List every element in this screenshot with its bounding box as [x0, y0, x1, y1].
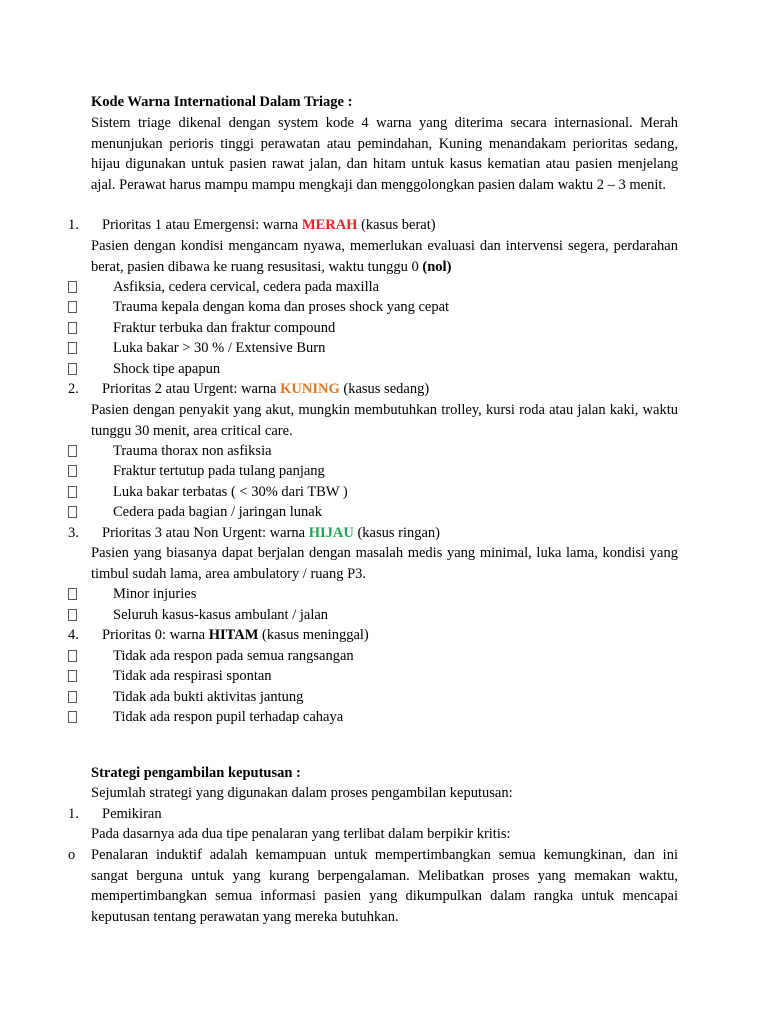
priority-1-item: Fraktur terbuka dan fraktur compound	[113, 320, 336, 336]
heading-strategi: Strategi pengambilan keputusan :	[91, 765, 301, 781]
priority-3-item: Seluruh kasus-kasus ambulant / jalan	[113, 607, 329, 623]
checkbox-icon	[68, 322, 77, 334]
checkbox-icon	[68, 445, 77, 457]
priority-3-title: Prioritas 3 atau Non Urgent: warna HIJAU (kasus ringan)	[102, 525, 441, 541]
priority-2-item: Fraktur tertutup pada tulang panjang	[113, 463, 325, 479]
priority-4-item: Tidak ada respirasi spontan	[113, 668, 272, 684]
priority-1-item: Shock tipe apapun	[113, 361, 221, 377]
priority-1-description: Pasien dengan kondisi mengancam nyawa, memerlukan evaluasi dan intervensi segera, perdarahan berat, pasien dibawa ke ruang resusitasi, waktu tunggu 0 (nol)	[91, 238, 678, 275]
priority-4-title: Prioritas 0: warna HITAM (kasus meninggal)	[102, 627, 369, 643]
checkbox-icon	[68, 691, 77, 703]
bullet-marker: o	[68, 847, 76, 863]
color-word-hitam: HITAM	[208, 627, 259, 643]
priority-3-item: Minor injuries	[113, 586, 197, 602]
checkbox-icon	[68, 650, 77, 662]
checkbox-icon	[68, 342, 77, 354]
priority-1-item: Trauma kepala dengan koma dan proses shock yang cepat	[113, 299, 450, 315]
priority-2-number: 2.	[68, 381, 79, 397]
checkbox-icon	[68, 465, 77, 477]
priority-2-item: Trauma thorax non asfiksia	[113, 443, 272, 459]
color-word-kuning: KUNING	[280, 381, 340, 397]
checkbox-icon	[68, 588, 77, 600]
checkbox-icon	[68, 506, 77, 518]
priority-2-description: Pasien dengan penyakit yang akut, mungkin membutuhkan trolley, kursi roda atau jalan kaki, waktu tunggu 30 menit, area critical care.	[91, 402, 678, 439]
strategy-item-number: 1.	[68, 806, 79, 822]
priority-1-item: Luka bakar > 30 % / Extensive Burn	[113, 340, 326, 356]
heading-kode-warna: Kode Warna International Dalam Triage :	[91, 94, 353, 110]
priority-2-title: Prioritas 2 atau Urgent: warna KUNING (kasus sedang)	[102, 381, 430, 397]
strategy-intro: Sejumlah strategi yang digunakan dalam proses pengambilan keputusan:	[91, 785, 513, 801]
priority-3-number: 3.	[68, 525, 79, 541]
priority-1-number: 1.	[68, 217, 79, 233]
intro-paragraph: Sistem triage dikenal dengan system kode 4 warna yang diterima secara internasional. Merah menunjukan perioris tinggi perawatan atau pemindahan, Kuning menandakam perioritas sedang, hijau digunakan untuk pasien rawat jalan, dan hitam untuk kasus kematian atau pasien menjelang ajal. Perawat harus mampu mampu mengkaji dan menggolongkan pasien dalam waktu 2 – 3 menit.	[91, 115, 678, 193]
priority-4-item: Tidak ada respon pada semua rangsangan	[113, 648, 354, 664]
checkbox-icon	[68, 486, 77, 498]
priority-4-number: 4.	[68, 627, 79, 643]
checkbox-icon	[68, 711, 77, 723]
checkbox-icon	[68, 670, 77, 682]
checkbox-icon	[68, 281, 77, 293]
strategy-item-label: Pemikiran	[102, 806, 162, 822]
priority-4-item: Tidak ada respon pupil terhadap cahaya	[113, 709, 344, 725]
color-word-hijau: HIJAU	[308, 525, 354, 541]
priority-2-item: Cedera pada bagian / jaringan lunak	[113, 504, 322, 520]
checkbox-icon	[68, 609, 77, 621]
priority-4-item: Tidak ada bukti aktivitas jantung	[113, 689, 304, 705]
checkbox-icon	[68, 301, 77, 313]
priority-1-title: Prioritas 1 atau Emergensi: warna MERAH (kasus berat)	[102, 217, 436, 233]
priority-1-item: Asfiksia, cedera cervical, cedera pada maxilla	[113, 279, 380, 295]
color-word-merah: MERAH	[301, 217, 358, 233]
priority-2-item: Luka bakar terbatas ( < 30% dari TBW )	[113, 484, 348, 500]
bullet-paragraph: Penalaran induktif adalah kemampuan untuk mempertimbangkan semua kemungkinan, dan ini sangat berguna untuk yang kurang berpengalaman. Melibatkan proses yang memakan waktu, mempertimbangkan semua informasi pasien yang dikumpulkan dalam rangka untuk mencapai keputusan tentang perawatan yang mereka butuhkan.	[91, 847, 678, 925]
priority-3-description: Pasien yang biasanya dapat berjalan dengan masalah medis yang minimal, luka lama, kondisi yang timbul sudah lama, area ambulatory / ruang P3.	[91, 545, 678, 582]
strategy-description: Pada dasarnya ada dua tipe penalaran yang terlibat dalam berpikir kritis:	[91, 826, 511, 842]
checkbox-icon	[68, 363, 77, 375]
